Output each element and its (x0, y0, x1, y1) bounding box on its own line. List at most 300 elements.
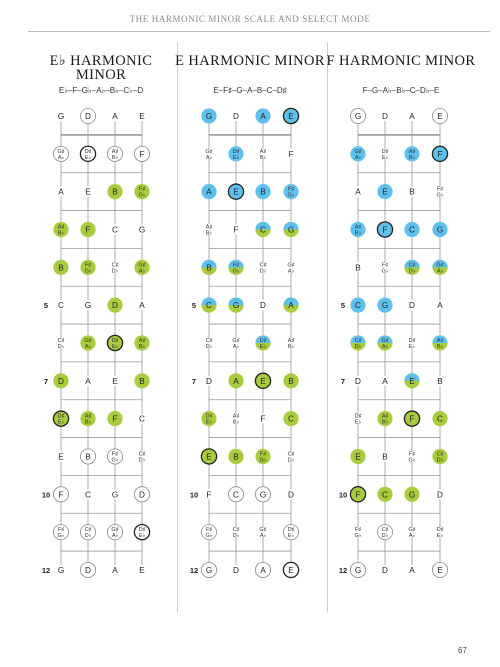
note-label: B (139, 376, 145, 386)
note-label: B (437, 376, 443, 386)
note-marker (255, 562, 270, 577)
note-marker (432, 411, 447, 426)
fret-number: 10 (41, 490, 51, 500)
note-label: C (233, 490, 239, 500)
note-label-sharp: C♯ (57, 337, 65, 344)
note-label-sharp: D♯ (287, 527, 295, 534)
note-label: C (112, 225, 118, 235)
note-label-sharp: A♯ (259, 148, 267, 155)
note-label: C (409, 225, 415, 235)
note-marker (404, 222, 419, 237)
note-label-sharp: A♯ (287, 337, 295, 344)
note-marker (380, 149, 390, 161)
note-label-sharp: A♯ (232, 413, 240, 420)
note-label: A (409, 112, 415, 121)
note-label: B (206, 263, 212, 273)
note-label: C (355, 301, 361, 311)
note-marker (353, 414, 363, 426)
note-label: A (112, 565, 118, 575)
note-marker (404, 487, 419, 502)
note-label: F (112, 414, 118, 424)
note-marker (255, 373, 270, 388)
note-label: D (288, 490, 294, 500)
note-label: F (409, 414, 415, 424)
note-label: G (84, 301, 92, 311)
note-label-flat: A♭ (232, 343, 240, 350)
note-label: A (260, 565, 266, 575)
note-label-flat: D♭ (84, 533, 92, 540)
note-marker (407, 187, 417, 197)
note-label: E (437, 112, 443, 121)
note-label-sharp: G♯ (381, 337, 389, 344)
note-marker (56, 338, 66, 350)
note-label: A (206, 187, 212, 197)
note-label-sharp: F♯ (436, 186, 444, 193)
note-label: F (206, 490, 212, 500)
note-marker (110, 565, 120, 575)
note-marker (56, 300, 66, 310)
note-marker (258, 149, 268, 161)
note-label: A (260, 112, 266, 121)
note-marker (134, 335, 149, 350)
note-label: B (85, 452, 91, 462)
note-marker (350, 335, 365, 350)
note-marker (231, 565, 241, 575)
note-label: E (58, 452, 64, 462)
note-label-flat: G♭ (205, 533, 213, 540)
note-label: B (382, 452, 388, 462)
note-marker (53, 411, 68, 426)
note-marker (228, 146, 243, 161)
note-marker (204, 489, 214, 499)
note-marker (407, 111, 417, 121)
note-marker (286, 489, 296, 499)
note-label: E (355, 452, 361, 462)
note-marker (80, 146, 95, 161)
note-marker (283, 411, 298, 426)
fret-number: 12 (189, 565, 199, 575)
note-label: G (354, 565, 362, 575)
note-label-sharp: D♯ (408, 337, 416, 344)
note-marker (107, 449, 122, 464)
note-label: D (233, 112, 239, 121)
note-marker (283, 108, 298, 123)
note-marker (137, 224, 147, 234)
note-label-sharp: D♯ (436, 527, 444, 534)
note-label: E (139, 112, 145, 121)
note-label-sharp: F♯ (259, 451, 267, 458)
note-label: C (437, 414, 443, 424)
note-marker (255, 487, 270, 502)
note-label: B (58, 263, 64, 273)
note-marker (80, 222, 95, 237)
note-label-flat: A♭ (381, 343, 389, 350)
note-marker (258, 414, 268, 424)
note-marker (56, 565, 66, 575)
note-label: C (288, 414, 294, 424)
note-marker (134, 260, 149, 275)
note-marker (231, 414, 241, 426)
note-label: G (111, 490, 119, 500)
note-label-sharp: G♯ (408, 527, 416, 534)
note-label-flat: E♭ (84, 154, 92, 161)
note-label: D (355, 376, 361, 386)
note-label-flat: A♭ (259, 533, 267, 540)
note-marker (377, 298, 392, 313)
note-label-flat: A♭ (205, 154, 213, 161)
note-marker (204, 224, 214, 236)
note-label: G (287, 225, 295, 235)
note-label-sharp: D♯ (354, 413, 362, 420)
note-marker (435, 187, 445, 199)
note-marker (377, 525, 392, 540)
note-label-flat: G♭ (259, 457, 267, 464)
note-marker (407, 338, 417, 350)
note-label-sharp: G♯ (138, 262, 146, 269)
note-marker (283, 525, 298, 540)
note-marker (53, 525, 68, 540)
note-marker (407, 300, 417, 310)
note-marker (201, 411, 216, 426)
note-marker (380, 565, 390, 575)
note-marker (380, 376, 390, 386)
note-label: E (288, 112, 294, 121)
note-marker (204, 149, 214, 161)
note-marker (231, 527, 241, 539)
note-marker (255, 449, 270, 464)
note-marker (83, 376, 93, 386)
note-marker (56, 187, 66, 197)
note-label-flat: A♭ (138, 268, 146, 275)
note-label-sharp: F♯ (354, 527, 362, 534)
note-marker (258, 300, 268, 310)
note-label: F (382, 225, 388, 235)
note-label-flat: E♭ (436, 533, 444, 540)
note-label-flat: E♭ (259, 343, 267, 350)
note-label: B (409, 187, 415, 197)
fret-number: 10 (189, 490, 199, 500)
note-label: G (259, 490, 267, 500)
note-marker (377, 411, 392, 426)
note-label: F (85, 225, 91, 235)
note-label: E (437, 565, 443, 575)
note-marker (80, 449, 95, 464)
note-label-flat: G♭ (138, 192, 146, 199)
note-label-flat: E♭ (232, 154, 240, 161)
note-marker (353, 376, 363, 386)
fretboard (339, 108, 448, 577)
fret-number: 7 (191, 376, 197, 386)
note-label-sharp: G♯ (354, 148, 362, 155)
note-label-flat: D♭ (436, 457, 444, 464)
note-label: A (58, 187, 64, 197)
note-marker (110, 111, 120, 121)
note-label-sharp: C♯ (259, 262, 267, 269)
note-label-flat: E♭ (381, 154, 389, 161)
note-label-flat: B♭ (354, 230, 362, 237)
note-marker (377, 222, 392, 237)
note-label: B (260, 187, 266, 197)
fret-number: 5 (191, 301, 197, 311)
note-label: A (85, 376, 91, 386)
page-header: THE HARMONIC MINOR SCALE AND SELECT MODE (129, 14, 371, 24)
note-label-flat: A♭ (111, 533, 119, 540)
note-marker (107, 146, 122, 161)
note-marker (228, 260, 243, 275)
note-label-flat: B♭ (436, 343, 444, 350)
note-marker (283, 562, 298, 577)
note-label-flat: B♭ (381, 419, 389, 426)
note-marker (377, 184, 392, 199)
note-label-sharp: C♯ (205, 337, 213, 344)
fret-number: 12 (41, 565, 51, 575)
fret-number: 7 (43, 376, 49, 386)
note-label: D (233, 565, 239, 575)
note-marker (137, 451, 147, 463)
note-label-flat: E♭ (138, 533, 146, 540)
note-label: D (85, 565, 91, 575)
note-marker (228, 184, 243, 199)
note-marker (80, 260, 95, 275)
note-label-sharp: F♯ (57, 527, 65, 534)
note-marker (286, 338, 296, 350)
note-label: G (57, 565, 65, 575)
note-label: E (288, 565, 294, 575)
note-marker (407, 451, 417, 463)
note-label-sharp: C♯ (354, 337, 362, 344)
note-label-sharp: A♯ (138, 337, 146, 344)
note-label: D (260, 301, 266, 311)
note-label: B (233, 452, 239, 462)
note-label: D (382, 565, 388, 575)
fret-number: 7 (340, 376, 346, 386)
note-label-sharp: G♯ (111, 527, 119, 534)
note-label-flat: A♭ (287, 268, 295, 275)
note-label-flat: B♭ (287, 343, 295, 350)
note-label-flat: A♭ (354, 154, 362, 161)
note-marker (231, 338, 241, 350)
note-label-flat: B♭ (138, 343, 146, 350)
note-marker (231, 224, 241, 234)
note-marker (201, 108, 216, 123)
note-label-sharp: D♯ (205, 413, 213, 420)
note-marker (404, 146, 419, 161)
note-label: C (139, 414, 145, 424)
note-label-flat: G♭ (57, 533, 65, 540)
note-label-flat: G♭ (84, 268, 92, 275)
note-label-sharp: C♯ (84, 527, 92, 534)
note-marker (380, 262, 390, 274)
note-label-flat: B♭ (232, 419, 240, 426)
note-label-flat: G♭ (287, 192, 295, 199)
note-marker (350, 487, 365, 502)
note-label: C (260, 225, 266, 235)
note-marker (53, 373, 68, 388)
note-marker (255, 108, 270, 123)
note-label: E (233, 187, 239, 197)
note-marker (228, 373, 243, 388)
column-title: E HARMONIC MINOR (175, 53, 325, 69)
note-label-flat: D♭ (138, 457, 146, 464)
note-label-flat: D♭ (381, 533, 389, 540)
note-marker (80, 108, 95, 123)
note-label-flat: G♭ (436, 192, 444, 199)
note-marker (350, 146, 365, 161)
note-marker (432, 222, 447, 237)
note-label-sharp: F♯ (381, 262, 389, 269)
note-label-sharp: D♯ (84, 148, 92, 155)
note-marker (380, 111, 390, 121)
note-label-sharp: G♯ (84, 337, 92, 344)
column-title: E♭ HARMONIC MINOR (49, 53, 153, 83)
scale-note-sequence: E–F♯–G–A–B–C–D♯ (213, 86, 287, 95)
note-label-sharp: C♯ (232, 527, 240, 534)
note-label: G (205, 565, 213, 575)
note-label: F (260, 414, 266, 424)
note-label: G (138, 225, 146, 235)
note-label-flat: B♭ (408, 154, 416, 161)
note-marker (353, 527, 363, 539)
note-marker (407, 565, 417, 575)
note-marker (350, 298, 365, 313)
note-label-sharp: G♯ (232, 337, 240, 344)
note-marker (350, 562, 365, 577)
note-label: E (382, 187, 388, 197)
note-label-sharp: D♯ (259, 337, 267, 344)
note-label-flat: E♭ (287, 533, 295, 540)
note-label-sharp: G♯ (57, 148, 65, 155)
note-label-flat: G♭ (111, 457, 119, 464)
note-label-sharp: F♯ (205, 527, 213, 534)
note-marker (377, 487, 392, 502)
note-marker (404, 260, 419, 275)
note-marker (255, 184, 270, 199)
note-label: D (437, 490, 443, 500)
note-label-sharp: A♯ (436, 337, 444, 344)
note-marker (283, 184, 298, 199)
note-label-flat: B♭ (57, 230, 65, 237)
note-marker (53, 146, 68, 161)
note-marker (353, 262, 363, 272)
note-marker (107, 335, 122, 350)
note-label: D (112, 301, 118, 311)
note-label-sharp: C♯ (287, 451, 295, 458)
note-label-sharp: F♯ (138, 186, 146, 193)
note-label: B (112, 187, 118, 197)
note-marker (204, 376, 214, 386)
note-marker (80, 525, 95, 540)
note-marker (204, 338, 214, 350)
note-marker (137, 414, 147, 424)
note-label: A (382, 376, 388, 386)
scale-note-sequence: E♭–F–G♭–A♭–B♭–C♭–D (58, 86, 144, 95)
note-label: A (233, 376, 239, 386)
note-marker (432, 335, 447, 350)
note-marker (228, 487, 243, 502)
note-marker (432, 260, 447, 275)
fret-number: 10 (338, 490, 348, 500)
note-label: D (409, 301, 415, 311)
note-marker (110, 224, 120, 234)
note-marker (258, 262, 268, 274)
note-label-flat: A♭ (408, 533, 416, 540)
note-label-sharp: F♯ (111, 451, 119, 458)
note-label-flat: D♭ (408, 268, 416, 275)
note-label-flat: D♭ (287, 457, 295, 464)
note-label: G (205, 112, 213, 121)
note-label: C (58, 301, 64, 311)
note-marker (53, 222, 68, 237)
note-label-sharp: A♯ (205, 224, 213, 231)
note-label-flat: D♭ (57, 343, 65, 350)
fretboard (190, 108, 299, 577)
note-marker (286, 262, 296, 274)
note-marker (110, 262, 120, 274)
note-label-flat: E♭ (354, 419, 362, 426)
note-marker (380, 451, 390, 461)
note-label: A (437, 301, 443, 311)
note-label-sharp: D♯ (232, 148, 240, 155)
note-label-sharp: D♯ (111, 337, 119, 344)
note-marker (432, 108, 447, 123)
note-label-flat: A♭ (57, 154, 65, 161)
fret-number: 5 (340, 301, 346, 311)
note-marker (110, 489, 120, 499)
note-label-flat: D♭ (205, 343, 213, 350)
note-label-flat: G♭ (354, 533, 362, 540)
note-label-sharp: C♯ (408, 262, 416, 269)
note-label: C (206, 301, 212, 311)
note-marker (56, 451, 66, 461)
note-label-flat: G♭ (232, 268, 240, 275)
note-label-sharp: A♯ (381, 413, 389, 420)
note-marker (110, 376, 120, 386)
note-marker (435, 300, 445, 310)
fret-number: 12 (338, 565, 348, 575)
note-label: F (288, 149, 294, 159)
note-label-flat: G♭ (408, 457, 416, 464)
note-label-flat: G♭ (381, 268, 389, 275)
note-marker (83, 187, 93, 197)
note-marker (56, 111, 66, 121)
note-label: F (437, 149, 443, 159)
note-label: G (381, 301, 389, 311)
note-label-sharp: G♯ (436, 262, 444, 269)
note-label-sharp: F♯ (84, 262, 92, 269)
fret-number: 5 (43, 301, 49, 311)
note-marker (258, 527, 268, 539)
note-label-sharp: A♯ (111, 148, 119, 155)
note-label: E (85, 187, 91, 197)
note-marker (107, 184, 122, 199)
note-marker (134, 373, 149, 388)
note-label-flat: B♭ (259, 154, 267, 161)
note-label-sharp: C♯ (111, 262, 119, 269)
note-marker (134, 184, 149, 199)
note-label-sharp: C♯ (436, 451, 444, 458)
note-label-flat: B♭ (84, 419, 92, 426)
note-label-sharp: G♯ (287, 262, 295, 269)
note-label-sharp: C♯ (381, 527, 389, 534)
note-label: A (288, 301, 294, 311)
note-marker (407, 527, 417, 539)
note-marker (201, 562, 216, 577)
note-marker (404, 411, 419, 426)
note-label: D (85, 112, 91, 121)
note-label-sharp: D♯ (381, 148, 389, 155)
note-label-sharp: D♯ (138, 527, 146, 534)
note-marker (83, 300, 93, 310)
